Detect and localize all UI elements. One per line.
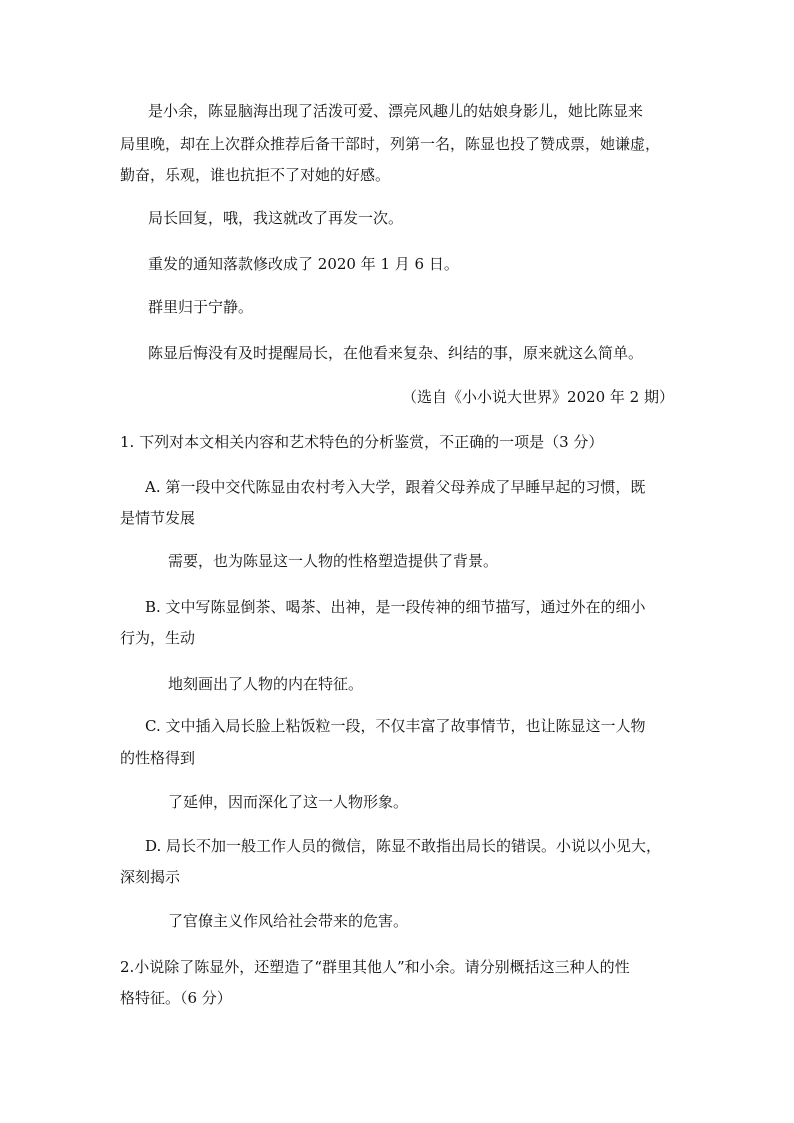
option-b: B. 文中写陈显倒茶、喝茶、出神，是一段传神的细节描写，通过外在的细小 [145,598,646,616]
paragraph-line: 重发的通知落款修改成了 2020 年 1 月 6 日。 [148,255,459,273]
option-c-continued: 了延伸，因而深化了这一人物形象。 [168,793,409,811]
option-a-continued: 是情节发展 [120,509,196,527]
option-c: C. 文中插入局长脸上粘饭粒一段，不仅丰富了故事情节，也让陈显这一人物 [145,717,646,735]
paragraph-line: 是小余，陈显脑海出现了活泼可爱、漂亮风趣儿的姑娘身影儿，她比陈显来 [148,102,644,120]
paragraph-line: 局长回复，哦，我这就改了再发一次。 [148,209,404,227]
option-c-continued: 的性格得到 [120,749,196,767]
paragraph-line: 局里晚，却在上次群众推荐后备干部时，列第一名，陈显也投了赞成票，她谦虚， [120,135,661,153]
option-d-continued: 深刻揭示 [120,868,181,886]
option-d: D. 局长不加一般工作人员的微信，陈显不敢指出局长的错误。小说以小见大， [145,837,662,855]
paragraph-line: 群里归于宁静。 [148,298,254,316]
option-b-continued: 行为，生动 [120,629,196,647]
option-b-continued: 地刻画出了人物的内在特征。 [168,675,364,693]
question-2: 2.小说除了陈显外，还塑造了“群里其他人”和小余。请分别概括这三种人的性 [120,958,630,976]
option-a: A. 第一段中交代陈显由农村考入大学，跟着父母养成了早睡早起的习惯，既 [145,478,646,496]
source-citation: （选自《小小说大世界》2020 年 2 期） [401,388,674,406]
paragraph-line: 陈显后悔没有及时提醒局长，在他看来复杂、纠结的事，原来就这么简单。 [148,344,644,362]
option-a-continued: 需要，也为陈显这一人物的性格塑造提供了背景。 [168,552,499,570]
paragraph-line: 勤奋，乐观，谁也抗拒不了对她的好感。 [120,166,391,184]
option-d-continued: 了官僚主义作风给社会带来的危害。 [168,912,409,930]
question-stem: 1. 下列对本文相关内容和艺术特色的分析鉴赏，不正确的一项是（3 分） [120,433,604,451]
question-2-continued: 格特征。（6 分） [120,989,232,1007]
